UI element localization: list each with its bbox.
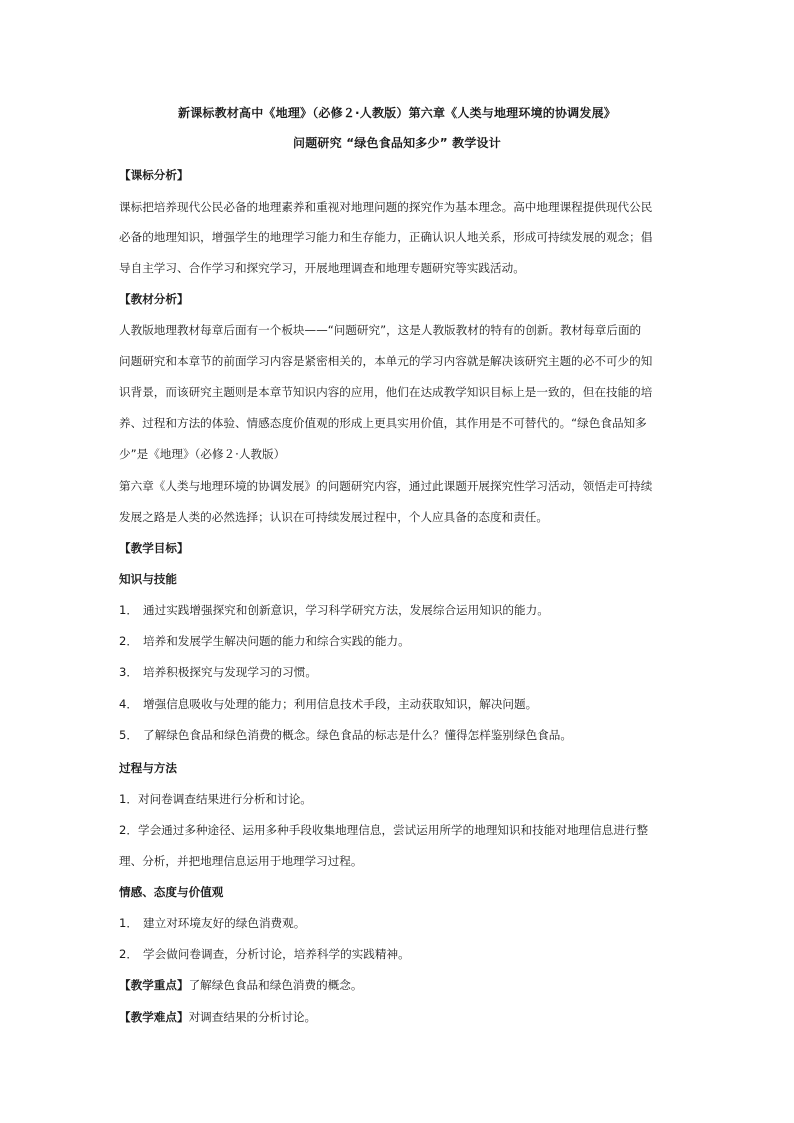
list-text: 培养积极探究与发现学习的习惯。 bbox=[143, 665, 317, 679]
paragraph-line: 课标把培养现代公民必备的地理素养和重视对地理问题的探究作为基本理念。高中地理课程提供现代公民 bbox=[119, 200, 653, 214]
key-point-text: 了解绿色食品和绿色消费的概念。 bbox=[188, 978, 363, 992]
section-heading-curriculum: 【课标分析】 bbox=[119, 168, 189, 182]
list-item bbox=[119, 946, 679, 962]
document-title: 新课标教材高中《地理》（必修２·人教版）第六章《人类与地理环境的协调发展》 bbox=[178, 106, 616, 120]
paragraph-line: 理、分析，并把地理信息运用于地理学习过程。 bbox=[119, 854, 363, 868]
paragraph-line: 1．对问卷调查结果进行分析和讨论。 bbox=[119, 792, 312, 806]
subheading-emotion-values: 情感、态度与价值观 bbox=[119, 885, 224, 899]
difficult-point-label: 【教学难点】 bbox=[119, 1010, 189, 1024]
subheading-knowledge-skills: 知识与技能 bbox=[119, 572, 177, 586]
list-number: 2． bbox=[119, 947, 138, 961]
paragraph-line: 2．学会通过多种途径、运用多种手段收集地理信息，尝试运用所学的地理知识和技能对地理信息进行整 bbox=[119, 823, 649, 837]
difficult-point bbox=[119, 1009, 679, 1025]
list-item bbox=[119, 727, 679, 743]
list-number: 3． bbox=[119, 665, 138, 679]
key-point-label: 【教学重点】 bbox=[119, 978, 189, 992]
list-number: 1． bbox=[119, 603, 138, 617]
subheading-process-methods: 过程与方法 bbox=[119, 761, 177, 775]
list-item bbox=[119, 633, 679, 649]
paragraph-line: 养、过程和方法的体验、情感态度价值观的形成上更具实用价值，其作用是不可替代的。“绿色食品知多 bbox=[119, 416, 647, 430]
difficult-point-text: 对调查结果的分析讨论。 bbox=[188, 1010, 317, 1024]
paragraph-line: 发展之路是人类的必然选择；认识在可持续发展过程中，个人应具备的态度和责任。 bbox=[119, 510, 548, 524]
list-text: 建立对环境友好的绿色消费观。 bbox=[143, 916, 306, 930]
list-item bbox=[119, 664, 679, 680]
list-item bbox=[119, 696, 679, 712]
list-number: 4． bbox=[119, 697, 138, 711]
list-text: 增强信息吸收与处理的能力；利用信息技术手段，主动获取知识，解决问题。 bbox=[143, 697, 538, 711]
list-number: 1． bbox=[119, 916, 138, 930]
list-number: 2． bbox=[119, 634, 138, 648]
list-item bbox=[119, 602, 679, 618]
section-heading-textbook: 【教材分析】 bbox=[119, 292, 189, 306]
paragraph-line: 导自主学习、合作学习和探究学习，开展地理调查和地理专题研究等实践活动。 bbox=[119, 261, 525, 275]
paragraph-line: 少”是《地理》（必修２·人教版） bbox=[119, 447, 286, 461]
document-subtitle: 问题研究 “绿色食品知多少” 教学设计 bbox=[293, 136, 501, 150]
list-item bbox=[119, 915, 679, 931]
list-text: 通过实践增强探究和创新意识，学习科学研究方法，发展综合运用知识的能力。 bbox=[143, 603, 549, 617]
paragraph-line: 第六章《人类与地理环境的协调发展》的问题研究内容，通过此课题开展探究性学习活动，领悟走可持续 bbox=[119, 479, 653, 493]
paragraph-line: 人教版地理教材每章后面有一个板块——“问题研究”，这是人教版教材的特有的创新。教材每章后面的 bbox=[119, 323, 642, 337]
key-point bbox=[119, 977, 679, 993]
section-heading-objectives: 【教学目标】 bbox=[119, 541, 189, 555]
list-text: 培养和发展学生解决问题的能力和综合实践的能力。 bbox=[143, 634, 410, 648]
paragraph-line: 识背景，而该研究主题则是本章节知识内容的应用，他们在达成教学知识目标上是一致的，但在技能的培 bbox=[119, 385, 653, 399]
list-number: 5． bbox=[119, 728, 138, 742]
paragraph-line: 问题研究和本章节的前面学习内容是紧密相关的，本单元的学习内容就是解决该研究主题的必不可少的知 bbox=[119, 354, 653, 368]
paragraph-line: 必备的地理知识，增强学生的地理学习能力和生存能力，正确认识人地关系，形成可持续发展的观念；倡 bbox=[119, 230, 653, 244]
list-text: 了解绿色食品和绿色消费的概念。绿色食品的标志是什么？懂得怎样鉴别绿色食品。 bbox=[143, 728, 572, 742]
list-text: 学会做问卷调查，分析讨论，培养科学的实践精神。 bbox=[143, 947, 410, 961]
